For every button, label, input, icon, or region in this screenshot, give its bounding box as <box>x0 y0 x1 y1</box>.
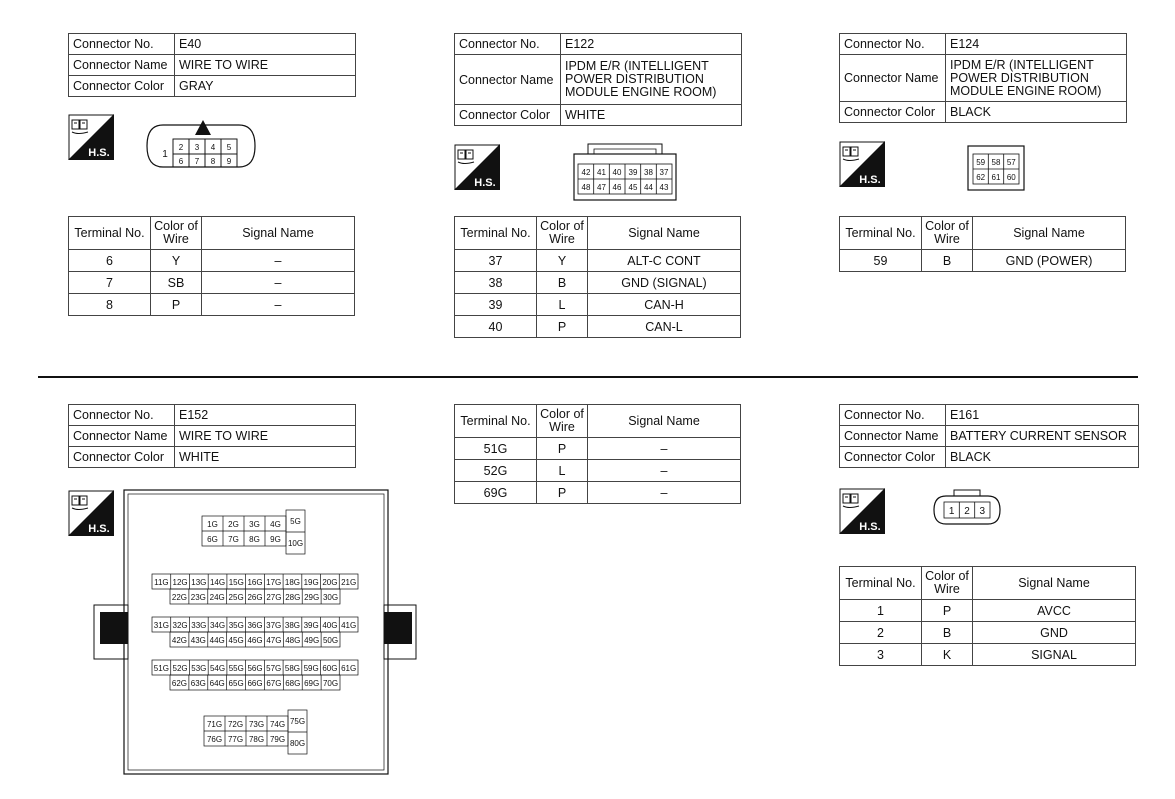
svg-text:41: 41 <box>597 168 606 177</box>
svg-text:1: 1 <box>948 506 955 517</box>
svg-text:65G: 65G <box>228 679 244 688</box>
svg-text:58G: 58G <box>284 664 301 673</box>
e161-connector-face <box>932 486 1002 526</box>
connector-color-label: Connector Color <box>840 447 946 468</box>
connector-color-value: GRAY <box>175 76 356 97</box>
svg-text:16G: 16G <box>247 578 263 587</box>
svg-text:26G: 26G <box>247 593 263 602</box>
connector-no-label: Connector No. <box>455 34 561 55</box>
table-row: 2 B GND <box>840 622 1136 644</box>
svg-text:46G: 46G <box>247 636 263 645</box>
svg-text:25G: 25G <box>228 593 244 602</box>
svg-text:40G: 40G <box>322 621 338 630</box>
svg-text:43: 43 <box>659 183 669 192</box>
svg-text:47: 47 <box>597 183 606 192</box>
svg-text:66G: 66G <box>247 679 263 688</box>
svg-text:24G: 24G <box>209 593 225 602</box>
svg-text:50G: 50G <box>322 636 339 645</box>
svg-text:45: 45 <box>628 183 638 192</box>
signal-name-header: Signal Name <box>588 405 741 438</box>
svg-text:22G: 22G <box>171 593 188 602</box>
terminal-no-header: Terminal No. <box>840 217 922 250</box>
connector-name-value: IPDM E/R (INTELLIGENT POWER DISTRIBUTION MODULE ENGINE ROOM) <box>946 55 1127 102</box>
wire-color-header: Color of Wire <box>537 405 588 438</box>
e122-connector-face <box>572 140 678 202</box>
svg-text:7G: 7G <box>228 535 239 544</box>
svg-text:43G: 43G <box>190 636 206 645</box>
harness-side-icon <box>68 114 114 160</box>
svg-text:4: 4 <box>210 143 216 152</box>
svg-text:37G: 37G <box>266 621 282 630</box>
terminal-no-header: Terminal No. <box>455 405 537 438</box>
svg-text:28G: 28G <box>285 593 301 602</box>
e152-terminal-table <box>454 404 741 504</box>
connector-name-label: Connector Name <box>455 55 561 105</box>
connector-color-label: Connector Color <box>69 76 175 97</box>
svg-text:62G: 62G <box>171 679 188 688</box>
table-row: 59 B GND (POWER) <box>840 250 1126 272</box>
svg-text:38: 38 <box>644 168 653 177</box>
svg-text:41G: 41G <box>341 621 357 630</box>
svg-text:74G: 74G <box>269 720 286 729</box>
connector-name-label: Connector Name <box>840 426 946 447</box>
svg-text:75G: 75G <box>289 717 306 726</box>
svg-text:79G: 79G <box>269 735 286 744</box>
signal-name-header: Signal Name <box>202 217 355 250</box>
svg-text:1G: 1G <box>207 520 218 529</box>
svg-text:38G: 38G <box>284 621 301 630</box>
svg-text:60: 60 <box>1006 173 1016 182</box>
svg-text:7: 7 <box>194 157 200 166</box>
wire-color-header: Color of Wire <box>537 217 588 250</box>
table-row: 51G P – <box>455 438 741 460</box>
connector-no-value: E124 <box>946 34 1127 55</box>
e161-info-table <box>839 404 1139 468</box>
svg-text:62: 62 <box>976 173 986 182</box>
svg-text:42: 42 <box>581 168 591 177</box>
connector-name-label: Connector Name <box>69 55 175 76</box>
svg-text:17G: 17G <box>266 578 282 587</box>
svg-text:H.S.: H.S. <box>474 177 496 189</box>
connector-name-label: Connector Name <box>69 426 175 447</box>
harness-side-icon <box>454 144 500 190</box>
svg-text:73G: 73G <box>248 720 265 729</box>
svg-text:71G: 71G <box>206 720 223 729</box>
e122-terminal-table <box>454 216 741 338</box>
wire-color-header: Color of Wire <box>922 567 973 600</box>
svg-text:23G: 23G <box>190 593 206 602</box>
table-row: 3 K SIGNAL <box>840 644 1136 666</box>
svg-text:49G: 49G <box>304 636 320 645</box>
terminal-no-header: Terminal No. <box>455 217 537 250</box>
svg-text:70G: 70G <box>322 679 339 688</box>
svg-text:37: 37 <box>659 168 669 177</box>
connector-color-value: BLACK <box>946 102 1127 123</box>
svg-text:14G: 14G <box>209 578 226 587</box>
signal-name-header: Signal Name <box>588 217 741 250</box>
table-row: 8 P – <box>69 294 355 316</box>
svg-text:31G: 31G <box>153 621 169 630</box>
svg-text:57G: 57G <box>266 664 282 673</box>
section-divider <box>38 376 1138 378</box>
svg-text:H.S.: H.S. <box>88 147 110 159</box>
svg-text:61G: 61G <box>341 664 357 673</box>
svg-text:47G: 47G <box>266 636 282 645</box>
table-row: 37 Y ALT-C CONT <box>455 250 741 272</box>
svg-text:67G: 67G <box>266 679 282 688</box>
svg-text:5: 5 <box>226 143 232 152</box>
svg-text:59: 59 <box>976 158 986 167</box>
svg-text:39: 39 <box>628 168 638 177</box>
svg-text:19G: 19G <box>303 578 319 587</box>
wire-color-header: Color of Wire <box>151 217 202 250</box>
svg-text:6: 6 <box>178 157 184 166</box>
table-row: 39 L CAN-H <box>455 294 741 316</box>
svg-text:H.S.: H.S. <box>88 523 110 535</box>
terminal-no-header: Terminal No. <box>69 217 151 250</box>
e122-info-table <box>454 33 742 126</box>
svg-text:29G: 29G <box>304 593 320 602</box>
svg-text:52G: 52G <box>172 664 188 673</box>
e124-terminal-table <box>839 216 1126 272</box>
svg-text:11G: 11G <box>154 578 169 587</box>
svg-text:34G: 34G <box>209 621 226 630</box>
svg-text:H.S.: H.S. <box>859 521 881 533</box>
connector-color-label: Connector Color <box>840 102 946 123</box>
signal-name-header: Signal Name <box>973 567 1136 600</box>
svg-text:64G: 64G <box>209 679 225 688</box>
svg-text:13G: 13G <box>191 578 207 587</box>
e40-connector-face <box>145 115 257 177</box>
svg-text:10G: 10G <box>287 539 304 548</box>
connector-no-value: E122 <box>561 34 742 55</box>
svg-text:33G: 33G <box>191 621 207 630</box>
svg-text:20G: 20G <box>322 578 338 587</box>
svg-text:18G: 18G <box>284 578 301 587</box>
connector-no-label: Connector No. <box>69 405 175 426</box>
connector-no-label: Connector No. <box>69 34 175 55</box>
svg-text:6G: 6G <box>207 535 218 544</box>
svg-text:39G: 39G <box>303 621 319 630</box>
connector-color-value: WHITE <box>561 105 742 126</box>
e124-connector-face <box>966 144 1026 192</box>
svg-text:27G: 27G <box>266 593 282 602</box>
table-row: 40 P CAN-L <box>455 316 741 338</box>
svg-text:2: 2 <box>964 506 970 517</box>
svg-text:3: 3 <box>979 506 986 517</box>
terminal-no-header: Terminal No. <box>840 567 922 600</box>
svg-text:63G: 63G <box>190 679 206 688</box>
svg-text:44G: 44G <box>209 636 225 645</box>
svg-text:42G: 42G <box>171 636 188 645</box>
table-row: 6 Y – <box>69 250 355 272</box>
table-row: 7 SB – <box>69 272 355 294</box>
wire-color-header: Color of Wire <box>922 217 973 250</box>
svg-text:21G: 21G <box>341 578 357 587</box>
harness-side-icon <box>839 488 885 534</box>
svg-text:58: 58 <box>991 158 1001 167</box>
connector-color-value: WHITE <box>175 447 356 468</box>
svg-text:76G: 76G <box>206 735 223 744</box>
table-row: 69G P – <box>455 482 741 504</box>
connector-no-label: Connector No. <box>840 34 946 55</box>
svg-text:40: 40 <box>612 168 622 177</box>
svg-text:54G: 54G <box>209 664 226 673</box>
svg-text:56G: 56G <box>247 664 263 673</box>
svg-text:5G: 5G <box>290 517 301 526</box>
e40-info-table <box>68 33 356 97</box>
svg-text:53G: 53G <box>191 664 207 673</box>
connector-name-label: Connector Name <box>840 55 946 102</box>
svg-text:3G: 3G <box>249 520 260 529</box>
svg-text:4G: 4G <box>270 520 281 529</box>
signal-name-header: Signal Name <box>973 217 1126 250</box>
connector-color-label: Connector Color <box>455 105 561 126</box>
svg-text:2: 2 <box>178 143 184 152</box>
svg-text:15G: 15G <box>228 578 244 587</box>
connector-name-value: IPDM E/R (INTELLIGENT POWER DISTRIBUTION MODULE ENGINE ROOM) <box>561 55 742 105</box>
svg-text:3: 3 <box>194 143 200 152</box>
connector-name-value: BATTERY CURRENT SENSOR <box>946 426 1139 447</box>
svg-text:1: 1 <box>162 149 168 160</box>
e124-info-table <box>839 33 1127 123</box>
svg-text:61: 61 <box>991 173 1001 182</box>
svg-text:69G: 69G <box>304 679 320 688</box>
svg-text:45G: 45G <box>228 636 244 645</box>
e152-info-table <box>68 404 356 468</box>
svg-text:30G: 30G <box>322 593 339 602</box>
svg-text:48G: 48G <box>285 636 301 645</box>
svg-text:44: 44 <box>644 183 653 192</box>
svg-text:9G: 9G <box>270 535 281 544</box>
connector-name-value: WIRE TO WIRE <box>175 55 356 76</box>
connector-no-value: E152 <box>175 405 356 426</box>
svg-text:51G: 51G <box>153 664 169 673</box>
svg-text:8G: 8G <box>249 535 260 544</box>
connector-color-value: BLACK <box>946 447 1139 468</box>
connector-color-label: Connector Color <box>69 447 175 468</box>
svg-text:68G: 68G <box>285 679 301 688</box>
connector-no-label: Connector No. <box>840 405 946 426</box>
table-row: 38 B GND (SIGNAL) <box>455 272 741 294</box>
svg-text:46: 46 <box>612 183 622 192</box>
svg-text:77G: 77G <box>227 735 244 744</box>
table-row: 1 P AVCC <box>840 600 1136 622</box>
svg-text:35G: 35G <box>228 621 244 630</box>
svg-text:78G: 78G <box>248 735 265 744</box>
svg-text:2G: 2G <box>228 520 239 529</box>
e152-connector-face <box>92 488 418 776</box>
svg-text:48: 48 <box>581 183 591 192</box>
svg-text:32G: 32G <box>172 621 188 630</box>
table-row: 52G L – <box>455 460 741 482</box>
svg-text:59G: 59G <box>303 664 319 673</box>
svg-text:72G: 72G <box>227 720 244 729</box>
connector-no-value: E161 <box>946 405 1139 426</box>
e161-terminal-table <box>839 566 1136 666</box>
connector-name-value: WIRE TO WIRE <box>175 426 356 447</box>
e40-terminal-table <box>68 216 355 316</box>
svg-text:57: 57 <box>1006 158 1016 167</box>
svg-text:9: 9 <box>226 157 232 166</box>
svg-text:36G: 36G <box>247 621 263 630</box>
svg-text:H.S.: H.S. <box>859 174 881 186</box>
harness-side-icon <box>839 141 885 187</box>
svg-text:60G: 60G <box>322 664 338 673</box>
svg-text:55G: 55G <box>228 664 244 673</box>
svg-text:8: 8 <box>210 157 216 166</box>
svg-text:12G: 12G <box>172 578 188 587</box>
svg-text:80G: 80G <box>289 739 306 748</box>
connector-no-value: E40 <box>175 34 356 55</box>
